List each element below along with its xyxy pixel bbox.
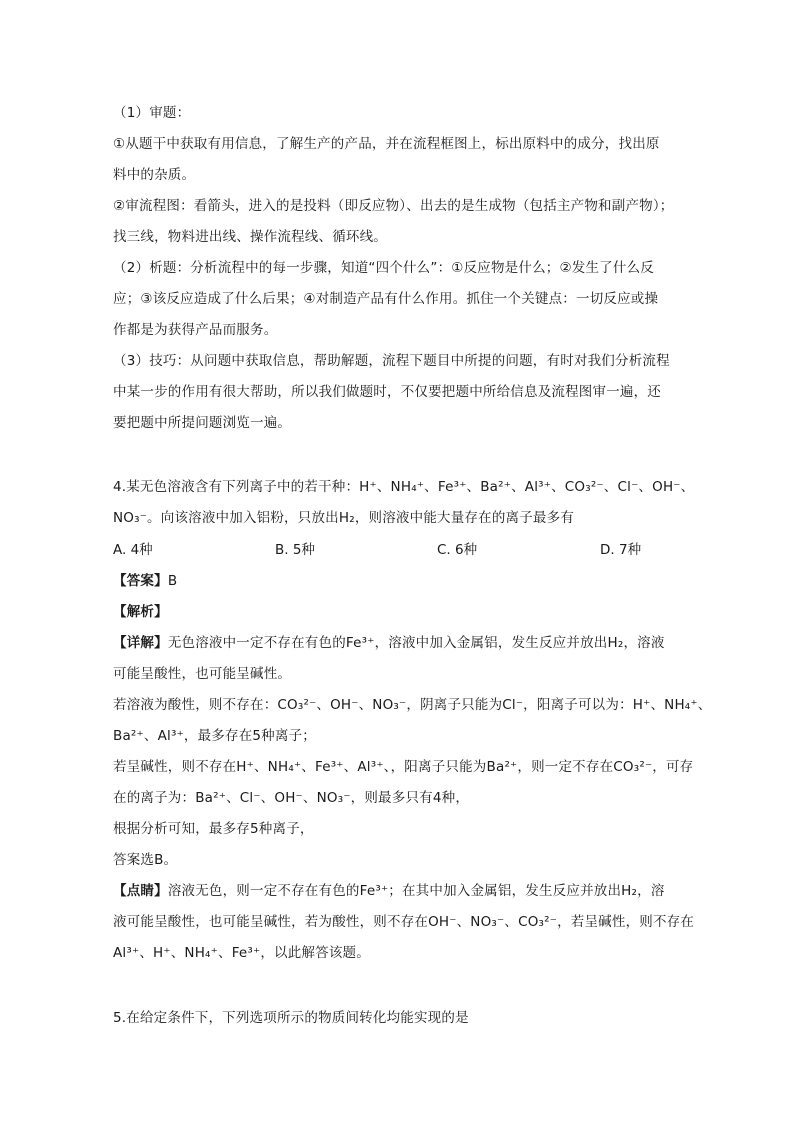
detail-line-1a: [113, 633, 693, 653]
shenti-point-1a: ①从题干中获取有用信息，了解生产的产品，并在流程框图上，标出原料中的成分，找出原: [113, 136, 660, 152]
detail-line-3a: 若呈碱性，则不存在H⁺、NH₄⁺、Fe³⁺、Al³⁺、，阳离子只能为Ba²⁺，则一定不存在CO₃²⁻，可存: [113, 759, 694, 775]
jiqiao-line-c: 要把题中所提问题浏览一遍。: [113, 415, 292, 431]
tip-line-b: 液可能呈酸性，也可能呈碱性，若为酸性，则不存在OH⁻、NO₃⁻、CO₃²⁻，若呈碱性，则不存在: [113, 914, 695, 930]
xiti-line-c: 作都是为获得产品而服务。: [113, 322, 278, 338]
detail-text-1a: 无色溶液中一定不存在有色的Fe³⁺，溶液中加入金属铝，发生反应并放出H₂，溶液: [167, 635, 665, 651]
q4-option-b: B. 5种: [275, 542, 315, 558]
shenti-point-2b: 找三线，物料进出线、操作流程线、循环线。: [113, 229, 387, 245]
q4-answer: [113, 571, 693, 591]
tip-text-a: 溶液无色，则一定不存在有色的Fe³⁺；在其中加入金属铝，发生反应并放出H₂，溶: [167, 883, 665, 899]
shenti-point-2a: ②审流程图：看箭头，进入的是投料（即反应物）、出去的是生成物（包括主产物和副产物）；: [113, 198, 674, 214]
analysis-tag: 【解析】: [113, 604, 168, 620]
detail-line-5: 答案选B。: [113, 852, 178, 868]
tip-line-a: [113, 881, 693, 901]
q4-option-d: D. 7种: [600, 542, 642, 558]
shenti-point-1b: 料中的杂质。: [113, 167, 196, 183]
tip-line-c: Al³⁺、H⁺、NH₄⁺、Fe³⁺，以此解答该题。: [113, 945, 370, 961]
q4-option-c: C. 6种: [437, 542, 478, 558]
detail-line-3b: 在的离子为：Ba²⁺、Cl⁻、OH⁻、NO₃⁻，则最多只有4种，: [113, 790, 470, 806]
q5-stem: 5.在给定条件下，下列选项所示的物质间转化均能实现的是: [113, 1010, 469, 1026]
answer-value: B: [167, 573, 178, 589]
detail-line-2a: 若溶液为酸性，则不存在：CO₃²⁻、OH⁻、NO₃⁻，阴离子只能为Cl⁻，阳离子可以为：H⁺、NH₄⁺、: [113, 697, 712, 713]
xiti-line-b: 应；③该反应造成了什么后果；④对制造产品有什么作用。抓住一个关键点：一切反应或操: [113, 291, 659, 307]
jiqiao-line-b: 中某一步的作用有很大帮助，所以我们做题时，不仅要把题中所给信息及流程图审一遍，还: [113, 384, 661, 400]
tip-tag: 【点睛】: [113, 883, 168, 899]
xiti-line-a: （2）析题：分析流程中的每一步骤，知道“四个什么”：①反应物是什么；②发生了什么反: [113, 260, 654, 276]
jiqiao-line-a: （3）技巧：从问题中获取信息，帮助解题，流程下题目中所提的问题，有时对我们分析流程: [113, 353, 670, 369]
detail-line-2b: Ba²⁺、Al³⁺，最多存在5种离子；: [113, 728, 316, 744]
q4-stem-b: NO₃⁻。向该溶液中加入铝粉，只放出H₂，则溶液中能大量存在的离子最多有: [113, 510, 575, 526]
answer-tag: 【答案】: [113, 573, 168, 589]
shenti-heading: （1）审题：: [113, 105, 191, 121]
detail-tag: 【详解】: [113, 635, 168, 651]
q4-option-a: A. 4种: [113, 542, 153, 558]
detail-line-1b: 可能呈酸性，也可能呈碱性。: [113, 666, 292, 682]
q4-stem-a: 4.某无色溶液含有下列离子中的若干种：H⁺、NH₄⁺、Fe³⁺、Ba²⁺、Al³⁺、CO₃²⁻、Cl⁻、OH⁻、: [113, 479, 695, 495]
detail-line-4: 根据分析可知，最多存5种离子，: [113, 821, 314, 837]
